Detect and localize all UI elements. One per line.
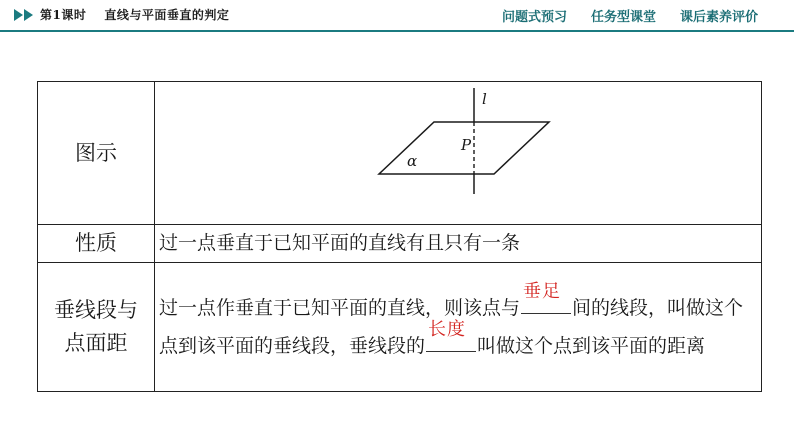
double-arrow-icon [14,9,36,21]
header-divider [0,30,794,32]
lesson-topic: 直线与平面垂直的判定 [104,8,230,22]
property-content: 过一点垂直于已知平面的直线有且只有一条 [155,225,762,263]
tab-preview[interactable]: 问题式预习 [501,10,567,25]
row-label-distance-line2: 点面距 [64,331,128,355]
lesson-title [40,6,229,23]
table-row-property [38,225,762,263]
line-l-label: l [482,90,487,108]
header-bar [0,0,794,30]
distance-content [155,263,762,392]
answer-blank-2 [426,319,476,352]
point-p-label: P [461,136,472,154]
figure-cell [155,82,762,225]
distance-text-part1: 过一点作垂直于已知平面的直线，则该点与 [159,297,521,319]
tab-evaluation[interactable]: 课后素养评价 [679,10,758,25]
distance-text-part2: 间的线段，叫做这个点到该平面的垂线段，垂线段的 [159,297,744,357]
nav-tabs [502,6,758,25]
concept-table [37,81,762,392]
answer-1: 垂足 [523,281,562,302]
answer-2: 长度 [428,319,467,340]
plane-perpendicular-diagram [159,82,761,224]
distance-text-part3: 叫做这个点到该平面的距离 [477,335,706,357]
table-row-distance [38,263,762,392]
row-label-distance-line1: 垂线段与 [54,298,138,322]
table-row-figure [38,82,762,225]
plane-alpha-label: α [407,152,418,170]
lesson-label: 第1课时 [40,8,87,22]
row-label-property: 性质 [38,225,155,263]
answer-blank-1 [521,281,571,314]
row-label-figure: 图示 [38,82,155,225]
tab-classroom[interactable]: 任务型课堂 [590,10,656,25]
row-label-distance [38,263,155,392]
